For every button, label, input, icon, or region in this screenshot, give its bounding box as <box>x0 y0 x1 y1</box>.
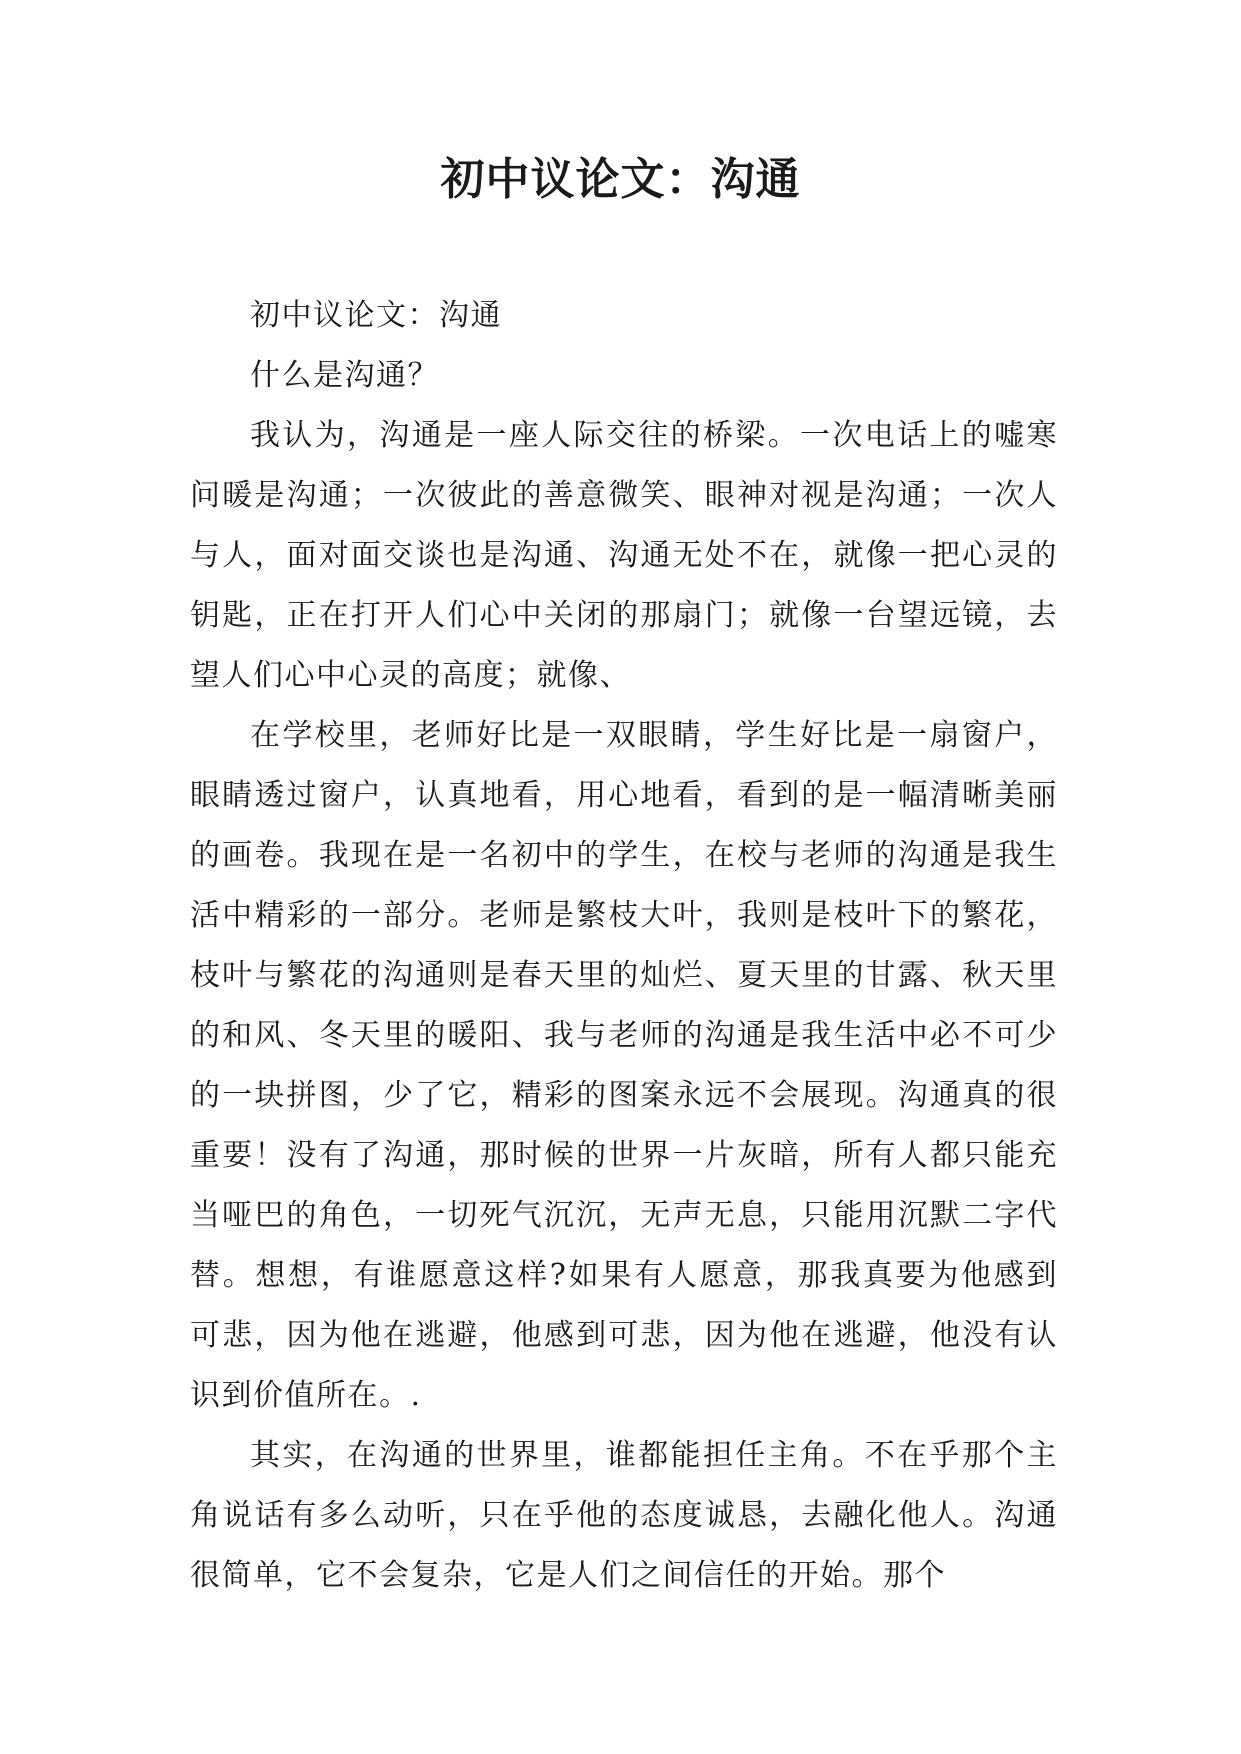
paragraph-subtitle: 初中议论文：沟通 <box>250 298 502 333</box>
paragraph-school: 在学校里，老师好比是一双眼睛，学生好比是一扇窗户，眼睛透过窗户，认真地看，用心地看，看到的是一幅清晰美丽的画卷。我现在是一名初中的学生，在校与老师的沟通是我生活中精彩的一部分。老师是繁枝大叶，我则是枝叶下的繁花，枝叶与繁花的沟通则是春天里的灿烂、夏天里的甘露、秋天里的和风、冬天里的暖阳、我与老师的沟通是我生活中必不可少的一块拼图，少了它，精彩的图案永远不会展现。沟通真的很重要！没有了沟通，那时候的世界一片灰暗，所有人都只能充当哑巴的角色，一切死气沉沉，无声无息，只能用沉默二字代替。想想，有谁愿意这样?如果有人愿意，那我真要为他感到可悲，因为他在逃避，他感到可悲，因为他在逃避，他没有认识到价值所在。. <box>190 718 1058 1413</box>
paragraph-question: 什么是沟通？ <box>250 358 439 393</box>
paragraph-definition: 我认为，沟通是一座人际交往的桥梁。一次电话上的嘘寒问暖是沟通；一次彼此的善意微笑、眼神对视是沟通；一次人与人，面对面交谈也是沟通、沟通无处不在，就像一把心灵的钥匙，正在打开人们心中关闭的那扇门；就像一台望远镜，去望人们心中心灵的高度；就像、 <box>190 418 1058 693</box>
document-body <box>190 286 1058 1606</box>
paragraph-conclusion: 其实，在沟通的世界里，谁都能担任主角。不在乎那个主角说话有多么动听，只在乎他的态度诚恳，去融化他人。沟通很简单，它不会复杂，它是人们之间信任的开始。那个 <box>190 1438 1058 1593</box>
document-title: 初中议论文：沟通 <box>440 154 801 205</box>
